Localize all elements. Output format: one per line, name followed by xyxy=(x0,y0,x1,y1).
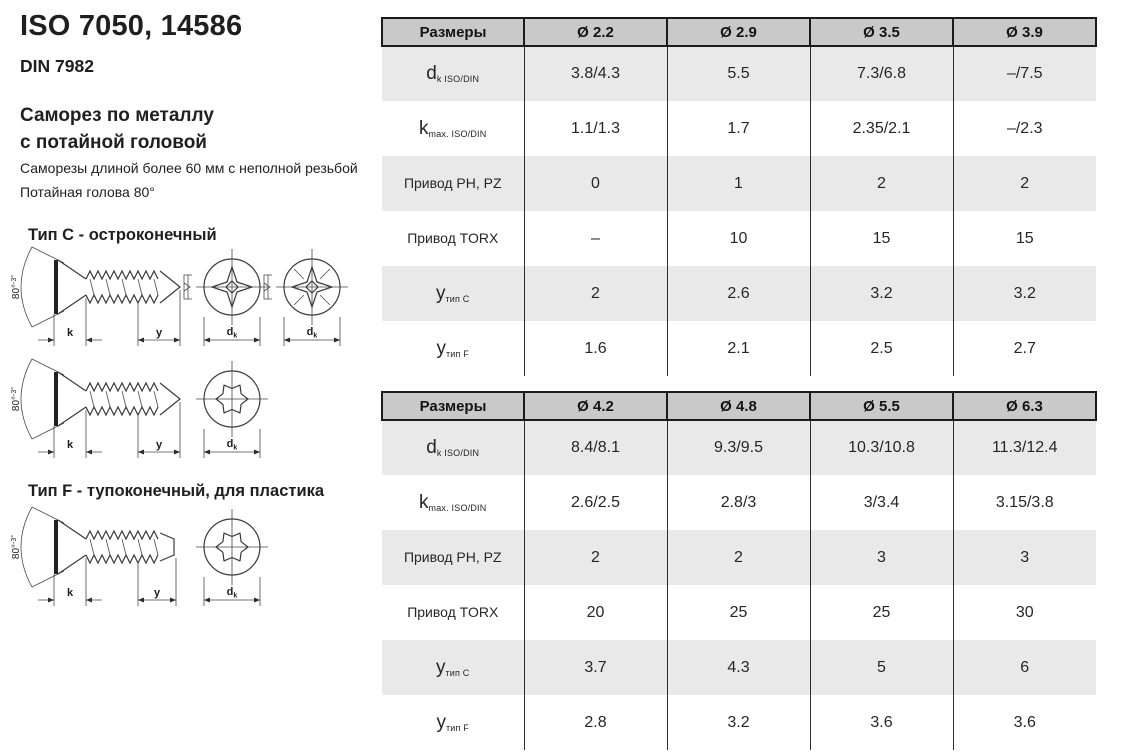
value-cell: 25 xyxy=(810,585,953,640)
value-cell: 2.8 xyxy=(524,695,667,750)
type-f-drawing-torx xyxy=(10,506,280,622)
screw-side-view-type-c xyxy=(10,247,180,346)
value-cell: 2 xyxy=(524,266,667,321)
table-row xyxy=(382,211,1096,266)
product-name xyxy=(20,102,214,156)
dimensions-table-large xyxy=(381,391,1097,750)
value-cell: 0 xyxy=(524,156,667,211)
row-label: $d_{k ISO/DIN}$ xyxy=(382,420,524,475)
value-cell: 2 xyxy=(524,530,667,585)
value-cell: 6 xyxy=(1020,658,1030,676)
value-cell: 1.7 xyxy=(667,101,810,156)
table-row xyxy=(382,46,1096,101)
value-cell: 3.15/3.8 xyxy=(995,493,1054,511)
value-cell: 1.6 xyxy=(524,321,667,376)
value-cell: 15 xyxy=(810,211,953,266)
dim-label-dk: $d_k$ xyxy=(306,326,318,340)
value-cell: –/7.5 xyxy=(1006,65,1043,82)
value-cell: 4.3 xyxy=(667,640,810,695)
value-cell: 2.5 xyxy=(810,321,953,376)
dim-label-dk: $d_k$ xyxy=(226,326,238,340)
description-line-1: Саморезы длиной более 60 мм с неполной резьбой xyxy=(20,160,358,176)
angle-label: 80°$^{-3^\circ}$ xyxy=(11,274,22,300)
value-cell: 3.2 xyxy=(810,266,953,321)
product-name-line2: с потайной головой xyxy=(20,132,207,153)
screw-side-view-type-c xyxy=(10,359,180,458)
value-cell: 2 xyxy=(810,156,953,211)
description-line-2: Потайная голова 80° xyxy=(20,184,155,200)
dim-label-k: k xyxy=(66,439,74,451)
standard-number: DIN 7982 xyxy=(20,56,94,76)
row-label: $d_{k ISO/DIN}$ xyxy=(382,46,524,101)
table-row xyxy=(382,420,1096,475)
column-header-diameter: Ø 2.9 xyxy=(667,18,810,46)
dim-label-dk: $d_k$ xyxy=(226,586,238,600)
section-heading-type-f: Тип F - тупоконечный, для пластика xyxy=(28,482,325,500)
table-row xyxy=(382,530,1096,585)
row-label: $y_{тип C}$ xyxy=(382,266,524,321)
value-cell: 1.1/1.3 xyxy=(524,101,667,156)
column-header-diameter: Ø 3.5 xyxy=(810,18,953,46)
value-cell: 3.2 xyxy=(667,695,810,750)
value-cell: –/2.3 xyxy=(1006,119,1043,137)
value-cell: 3 xyxy=(810,530,953,585)
torx-recess-icon xyxy=(196,509,268,606)
angle-label: 80°$^{-3^\circ}$ xyxy=(11,534,22,560)
column-header-sizes: Размеры xyxy=(382,18,524,46)
row-label: $k_{max. ISO/DIN}$ xyxy=(382,101,524,156)
value-cell: 20 xyxy=(524,585,667,640)
column-header-sizes: Размеры xyxy=(382,392,524,420)
column-header-diameter: Ø 6.3 xyxy=(953,392,1096,420)
table-row xyxy=(382,695,1096,750)
column-header-diameter: Ø 4.2 xyxy=(524,392,667,420)
pz-recess-icon xyxy=(264,249,348,346)
angle-label: 80°$^{-3^\circ}$ xyxy=(11,386,22,412)
column-header-diameter: Ø 2.2 xyxy=(524,18,667,46)
table-row xyxy=(382,585,1096,640)
column-header-diameter: Ø 4.8 xyxy=(667,392,810,420)
dim-label-y: y xyxy=(153,587,161,599)
value-cell: 2 xyxy=(1020,174,1030,192)
value-cell: 3/3.4 xyxy=(810,475,953,530)
ph-recess-icon xyxy=(184,249,268,346)
value-cell: 25 xyxy=(667,585,810,640)
table-row xyxy=(382,266,1096,321)
row-label: $y_{тип F}$ xyxy=(382,695,524,750)
dim-label-y: y xyxy=(155,439,163,451)
table-header-row xyxy=(382,392,1096,420)
value-cell: 15 xyxy=(1015,229,1034,247)
value-cell: 11.3/12.4 xyxy=(991,439,1058,456)
type-c-drawing-ph-pz xyxy=(10,246,355,362)
screw-side-view-type-f xyxy=(10,507,176,606)
column-header-diameter: Ø 5.5 xyxy=(810,392,953,420)
value-cell: 8.4/8.1 xyxy=(524,420,667,475)
value-cell: – xyxy=(524,211,667,266)
column-header-diameter: Ø 3.9 xyxy=(953,18,1096,46)
table-row xyxy=(382,321,1096,376)
value-cell: 3.2 xyxy=(1013,284,1036,302)
product-name-line1: Саморез по металлу xyxy=(20,105,214,126)
value-cell: 7.3/6.8 xyxy=(810,46,953,101)
value-cell: 1 xyxy=(667,156,810,211)
table-header-row xyxy=(382,18,1096,46)
value-cell: 30 xyxy=(1015,603,1034,621)
section-heading-type-c: Тип C - остроконечный xyxy=(28,226,217,244)
dim-label-y: y xyxy=(155,327,163,339)
row-label: $y_{тип C}$ xyxy=(382,640,524,695)
row-label: Привод PH, PZ xyxy=(382,530,524,585)
value-cell: 5.5 xyxy=(667,46,810,101)
table-row xyxy=(382,640,1096,695)
row-label: $k_{max. ISO/DIN}$ xyxy=(382,475,524,530)
value-cell: 3.7 xyxy=(524,640,667,695)
value-cell: 5 xyxy=(810,640,953,695)
row-label: Привод TORX xyxy=(382,585,524,640)
value-cell: 3.6 xyxy=(1013,713,1036,731)
value-cell: 2.6 xyxy=(667,266,810,321)
value-cell: 9.3/9.5 xyxy=(667,420,810,475)
table-row xyxy=(382,475,1096,530)
value-cell: 10.3/10.8 xyxy=(810,420,953,475)
row-label: $y_{тип F}$ xyxy=(382,321,524,376)
dimensions-table-small xyxy=(381,17,1097,376)
type-c-drawing-torx xyxy=(10,358,280,474)
torx-recess-icon xyxy=(196,361,268,458)
value-cell: 2.6/2.5 xyxy=(524,475,667,530)
dim-label-k: k xyxy=(66,587,74,599)
value-cell: 2.35/2.1 xyxy=(810,101,953,156)
value-cell: 3.8/4.3 xyxy=(524,46,667,101)
value-cell: 3.6 xyxy=(810,695,953,750)
table-row xyxy=(382,156,1096,211)
page-title: ISO 7050, 14586 xyxy=(20,10,243,42)
dim-label-k: k xyxy=(66,327,74,339)
row-label: Привод TORX xyxy=(382,211,524,266)
value-cell: 2.7 xyxy=(1013,339,1036,357)
value-cell: 2.1 xyxy=(667,321,810,376)
value-cell: 2.8/3 xyxy=(667,475,810,530)
value-cell: 3 xyxy=(1020,548,1030,566)
table-row xyxy=(382,101,1096,156)
value-cell: 2 xyxy=(667,530,810,585)
dim-label-dk: $d_k$ xyxy=(226,438,238,452)
row-label: Привод PH, PZ xyxy=(382,156,524,211)
value-cell: 10 xyxy=(667,211,810,266)
